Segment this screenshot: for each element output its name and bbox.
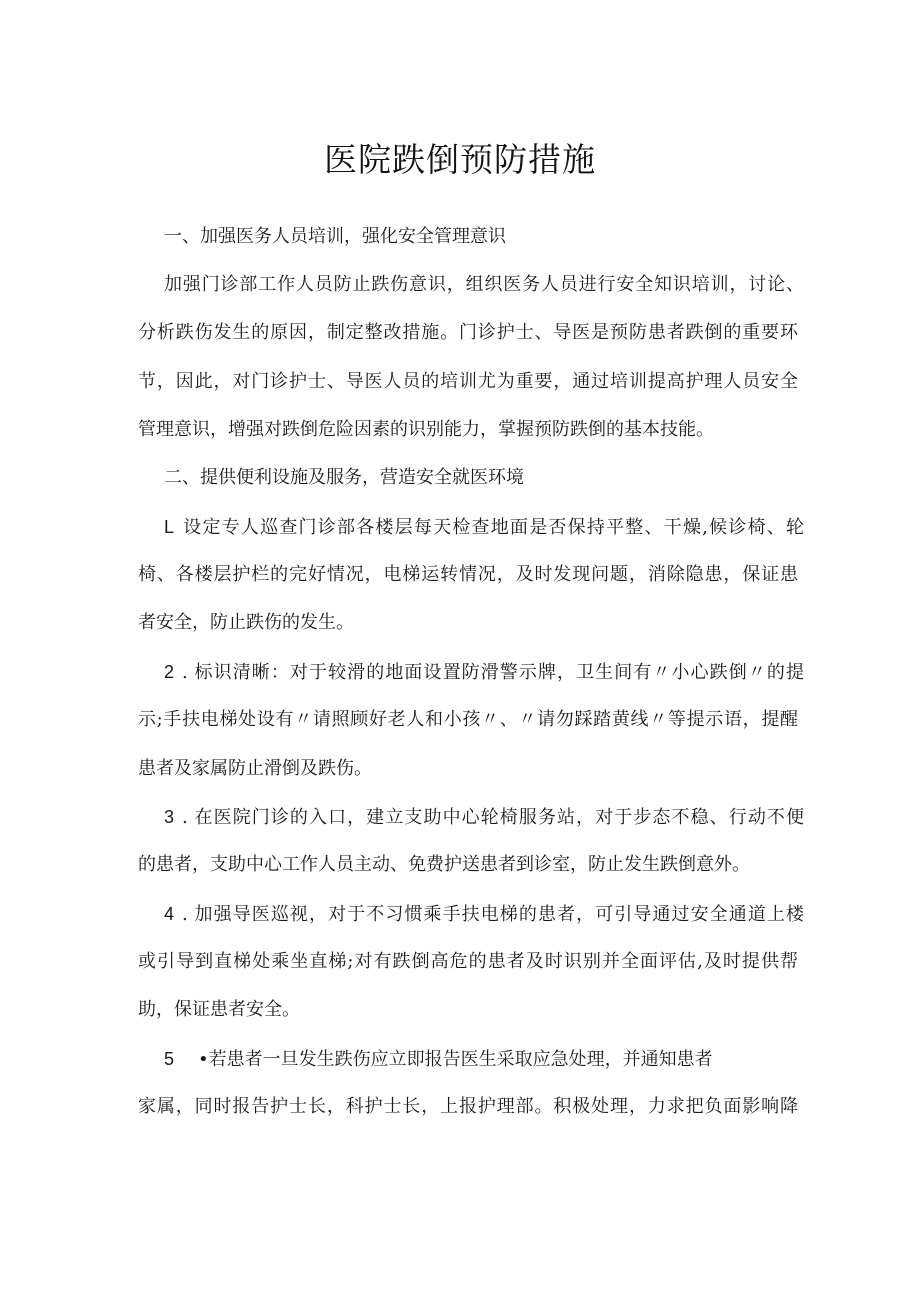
list-item-number: 5 [164,1049,175,1069]
list-item-number: L [164,517,175,537]
document-title: 医院跌倒预防措施 [324,140,596,179]
list-item-1-line [164,514,804,541]
paragraph-line: 分析跌伤发生的原因，制定整改措施。门诊护士、导医是预防患者跌倒的重要环 [138,322,798,343]
list-item-4-line [164,901,804,928]
paragraph-line: 患者及家属防止滑倒及跌伤。 [138,758,372,779]
list-item-text: 设定专人巡查门诊部各楼层每天检查地面是否保持平整、干燥,候诊椅、轮 [182,517,804,538]
list-item-number: 3 [164,807,175,827]
list-item-2-line [164,659,804,686]
list-item-text: •若患者一旦发生跌伤应立即报告医生采取应急处理，并通知患者 [198,1049,713,1070]
list-item-text: . 加强导医巡视，对于不习惯乘手扶电梯的患者，可引导通过安全通道上楼 [182,904,804,925]
paragraph-line: 家属，同时报告护士长，科护士长，上报护理部。积极处理，力求把负面影响降 [138,1096,798,1117]
section-heading-1: 一、加强医务人员培训，强化安全管理意识 [164,226,506,247]
paragraph-line: 者安全，防止跌伤的发生。 [138,612,354,633]
paragraph-line: 管理意识，增强对跌倒危险因素的识别能力，掌握预防跌倒的基本技能。 [138,419,714,440]
list-item-3-line [164,804,804,831]
list-item-text: . 标识清晰：对于较滑的地面设置防滑警示牌，卫生间有〃小心跌倒〃的提 [182,662,804,683]
section-heading-2: 二、提供便利设施及服务，营造安全就医环境 [164,467,524,488]
list-item-number: 4 [164,904,175,924]
paragraph-line: 加强门诊部工作人员防止跌伤意识，组织医务人员进行安全知识培训，讨论、 [164,274,804,295]
list-item-text: . 在医院门诊的入口，建立支助中心轮椅服务站，对于步态不稳、行动不便 [182,807,804,828]
list-item-number: 2 [164,662,175,682]
list-item-5-line [164,1046,804,1073]
paragraph-line: 示;手扶电梯处设有〃请照顾好老人和小孩〃、〃请勿踩踏黄线〃等提示语，提醒 [138,709,798,730]
paragraph-line: 助，保证患者安全。 [138,999,300,1020]
paragraph-line: 椅、各楼层护栏的完好情况，电梯运转情况，及时发现问题，消除隐患，保证患 [138,564,798,585]
paragraph-line: 或引导到直梯处乘坐直梯;对有跌倒高危的患者及时识别并全面评估,及时提供帮 [138,951,798,972]
paragraph-line: 节，因此，对门诊护士、导医人员的培训尤为重要，通过培训提高护理人员安全 [138,371,798,392]
paragraph-line: 的患者，支助中心工作人员主动、免费护送患者到诊室，防止发生跌倒意外。 [138,854,750,875]
